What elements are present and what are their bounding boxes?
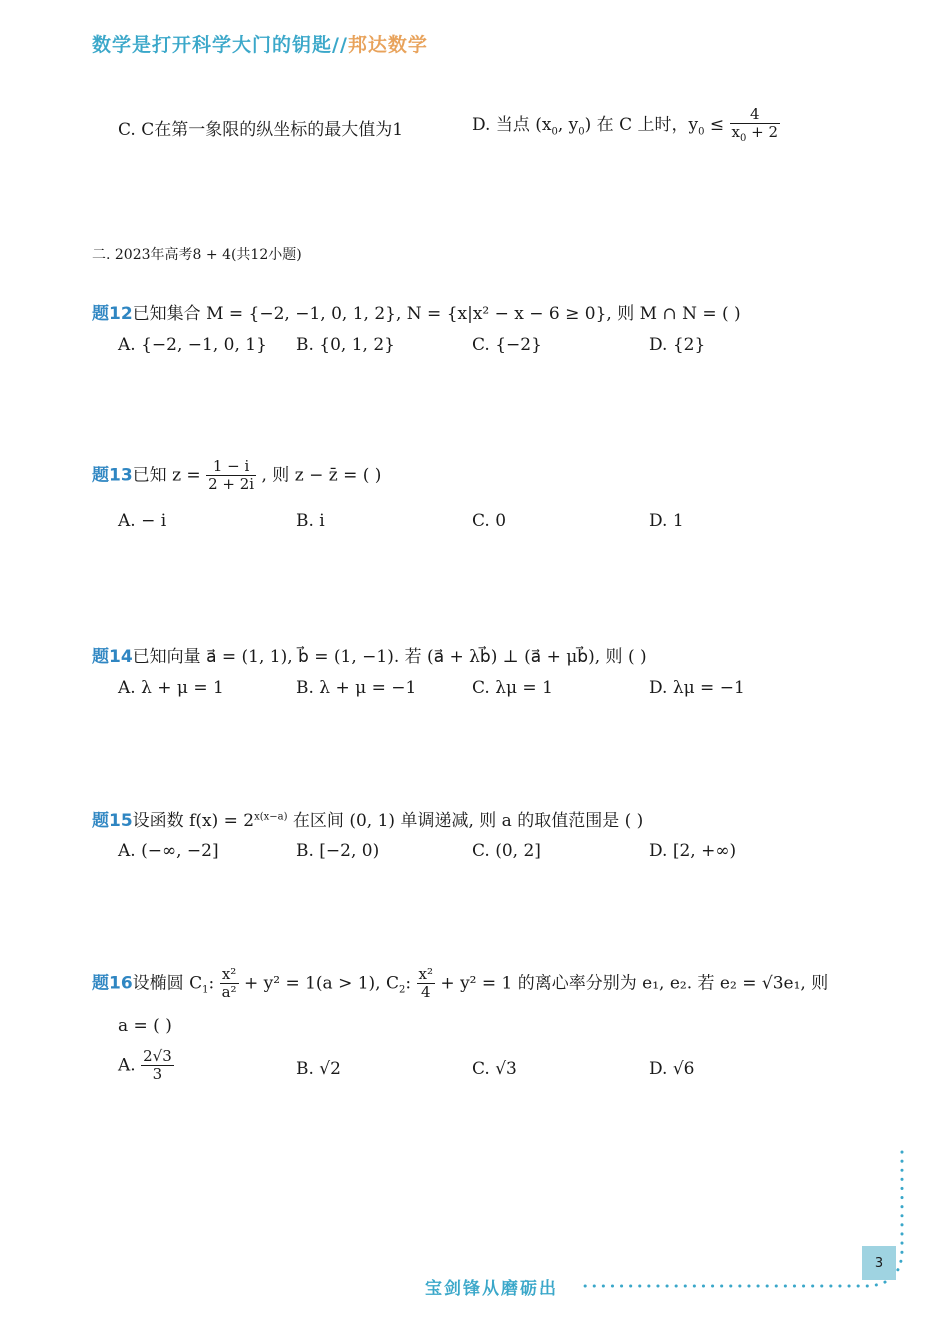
page-number: 3	[862, 1246, 896, 1280]
q14-option-a: A. λ + μ = 1	[118, 678, 224, 698]
q12-option-a: A. {−2, −1, 0, 1}	[118, 335, 267, 355]
question-13: 题13已知 z = $\frac{1 - i}{2 + 2i}$ , 则 z − z̄ = ( )	[92, 457, 382, 494]
prev-option-c: C. C在第一象限的纵坐标的最大值为1	[118, 120, 404, 140]
q15-option-c: C. (0, 2]	[472, 841, 541, 861]
fraction: $\frac{4}{x_0 + 2}$	[731, 105, 779, 145]
q12-option-b: B. {0, 1, 2}	[296, 335, 395, 355]
question-stem: 已知向量 a⃗ = (1, 1), b⃗ = (1, −1). 若 (a⃗ + λb⃗) ⊥ (a⃗ + μb⃗), 则 ( )	[132, 647, 647, 667]
q15-option-d: D. [2, +∞)	[649, 841, 737, 861]
question-number: 题12	[92, 304, 133, 324]
question-16-line2: a = ( )	[118, 1016, 172, 1036]
q13-option-a: A. − i	[118, 511, 167, 531]
q13-option-c: C. 0	[472, 511, 507, 531]
fraction: $\frac{2√3}{3}$	[143, 1047, 172, 1084]
fraction: $\frac{\text{x²}}{\text{a²}}$	[221, 965, 237, 1002]
q16-option-b: B. √2	[296, 1059, 341, 1079]
q16-option-a: A. $\frac{2√3}{3}$	[118, 1047, 172, 1084]
q14-option-c: C. λμ = 1	[472, 678, 553, 698]
question-number: 题14	[92, 647, 133, 667]
q16-option-d: D. √6	[649, 1059, 695, 1079]
question-number: 题15	[92, 811, 133, 831]
question-number: 题16	[92, 973, 133, 994]
q16-option-c: C. √3	[472, 1059, 517, 1079]
q12-option-d: D. {2}	[649, 335, 706, 355]
fraction: $\frac{\text{x²}}{4}$	[418, 965, 434, 1002]
section-title: 二. 2023年高考8 + 4(共12小题)	[92, 247, 302, 263]
q15-option-a: A. (−∞, −2]	[118, 841, 219, 861]
question-number: 题13	[92, 465, 133, 486]
fraction: $\frac{1 - i}{2 + 2i}$	[208, 457, 255, 494]
question-15: 题15设函数 $f(x) = 2^{x(x-a)}$ 在区间 (0, 1) 单调递减, 则 a 的取值范围是 ( )	[92, 811, 644, 831]
question-16: 题16设椭圆 $C_1$: $\frac{\text{x²}}{\text{a²}}$ + y² = 1(a > 1), $C_2$: $\frac{\text{x²}}{4}$ + y² = 1 的离心率分别为 e₁, e₂. 若 e₂ = √3e₁, 则	[92, 965, 829, 1002]
header-brand: 邦达数学	[347, 34, 428, 56]
q12-option-c: C. {−2}	[472, 335, 542, 355]
question-stem: 已知集合 M = {−2, −1, 0, 1, 2}, N = {x|x² − x − 6 ≥ 0}, 则 M ∩ N = ( )	[132, 304, 741, 324]
prev-option-d: D. 当点 ($x_0$, $y_0$) 在 C 上时，$y_0$ ≤ $\frac{4}{x_0 + 2}$	[472, 105, 779, 145]
footer-slogan: 宝剑锋从磨砺出	[425, 1279, 558, 1299]
header-title: 数学是打开科学大门的钥匙//	[92, 34, 348, 56]
q14-option-d: D. λμ = −1	[649, 678, 745, 698]
q14-option-b: B. λ + μ = −1	[296, 678, 417, 698]
q15-option-b: B. [−2, 0)	[296, 841, 380, 861]
q13-option-d: D. 1	[649, 511, 684, 531]
q13-option-b: B. i	[296, 511, 325, 531]
